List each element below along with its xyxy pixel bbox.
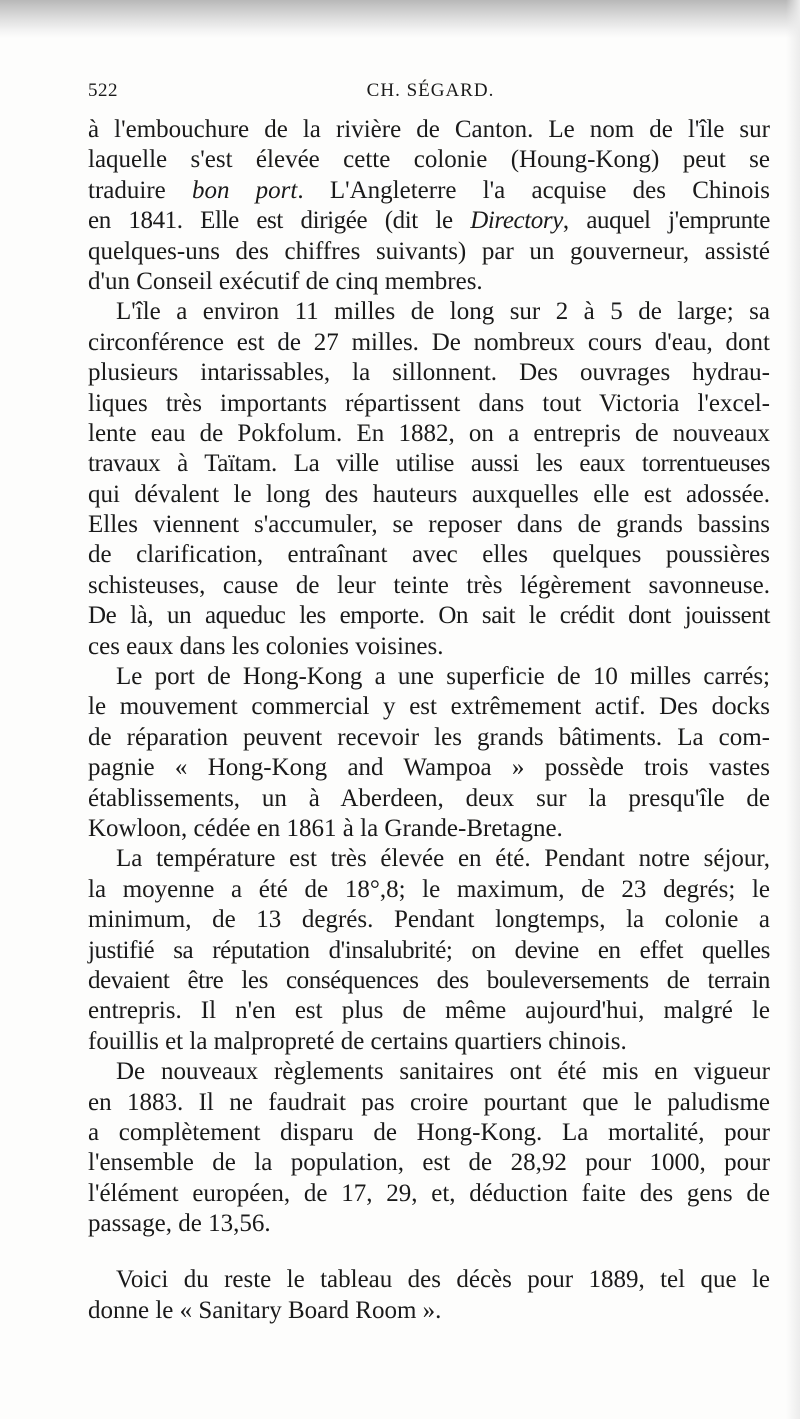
text-line: ces eaux dans les colonies voisines.: [88, 632, 444, 660]
text-line: circonférence est de 27 milles. De nombreux cours d'eau, dont: [88, 328, 770, 356]
text-line: en 1883. Il ne faudrait pas croire pourtant que le paludisme: [88, 1088, 770, 1116]
text-line: en 1841. Elle est dirigée (dit le Directory, auquel j'emprunte: [88, 207, 770, 235]
text-line: établissements, un à Aberdeen, deux sur la presqu'île de: [88, 784, 770, 812]
text-line: minimum, de 13 degrés. Pendant longtemps, la colonie a: [88, 906, 770, 934]
text-line: Elles viennent s'accumuler, se reposer dans de grands bassins: [88, 511, 770, 539]
text-line: schisteuses, cause de leur teinte très légèrement savonneuse.: [88, 571, 770, 599]
body-text: [88, 115, 770, 1326]
text-line: la moyenne a été de 18°,8; le maximum, de 23 degrés; le: [88, 875, 770, 903]
text-line: l'élément européen, de 17, 29, et, déduction faite des gens de: [88, 1179, 770, 1207]
text-line: à l'embouchure de la rivière de Canton. Le nom de l'île sur: [88, 116, 770, 143]
text-line: traduire bon port. L'Angleterre l'a acquise des Chinois: [88, 176, 770, 204]
text-line: De là, un aqueduc les emporte. On sait le crédit dont jouissent: [88, 602, 770, 630]
text-line: fouillis et la malpropreté de certains quartiers chinois.: [88, 1027, 627, 1055]
text-line: l'ensemble de la population, est de 28,92 pour 1000, pour: [88, 1149, 770, 1177]
text-line: travaux à Taïtam. La ville utilise aussi les eaux torrentueuses: [88, 450, 770, 478]
page-number: 522: [88, 80, 118, 101]
text-line: d'un Conseil exécutif de cinq membres.: [88, 267, 483, 295]
text-line: justifié sa réputation d'insalubrité; on devine en effet quelles: [88, 936, 770, 964]
text-line: a complètement disparu de Hong-Kong. La mortalité, pour: [88, 1118, 770, 1146]
text-line: De nouveaux règlements sanitaires ont été mis en vigueur: [116, 1058, 770, 1086]
scan-top-shadow: [0, 0, 800, 38]
text-line: Le port de Hong-Kong a une superficie de 10 milles carrés;: [116, 663, 770, 691]
text-line: entrepris. Il n'en est plus de même aujourd'hui, malgré le: [88, 997, 770, 1025]
text-line: Kowloon, cédée en 1861 à la Grande-Bretagne.: [88, 814, 563, 842]
text-line: Voici du reste le tableau des décès pour 1889, tel que le: [116, 1266, 770, 1294]
text-line: plusieurs intarissables, la sillonnent. Des ouvrages hydrau-: [88, 359, 770, 387]
paragraph-gap: [88, 1239, 770, 1265]
text-line: laquelle s'est élevée cette colonie (Houng-Kong) peut se: [88, 146, 770, 174]
text-line: passage, de 13,56.: [88, 1210, 271, 1238]
text-line: de réparation peuvent recevoir les grands bâtiments. La com-: [88, 723, 770, 751]
text-line: quelques-uns des chiffres suivants) par un gouverneur, assisté: [88, 237, 770, 265]
text-line: le mouvement commercial y est extrêmement actif. Des docks: [88, 693, 770, 721]
text-line: donne le « Sanitary Board Room ».: [88, 1296, 442, 1324]
running-head-title: CH. SÉGARD.: [366, 80, 495, 101]
text-line: L'île a environ 11 milles de long sur 2 à 5 de large; sa: [116, 298, 770, 326]
running-head: [88, 80, 773, 108]
text-line: devaient être les conséquences des bouleversements de terrain: [88, 966, 770, 994]
text-line: La température est très élevée en été. Pendant notre séjour,: [116, 845, 770, 873]
text-line: liques très importants répartissent dans tout Victoria l'excel-: [88, 389, 770, 417]
text-line: qui dévalent le long des hauteurs auxquelles elle est adossée.: [88, 480, 770, 508]
text-line: pagnie « Hong-Kong and Wampoa » possède trois vastes: [88, 754, 770, 782]
text-line: lente eau de Pokfolum. En 1882, on a entrepris de nouveaux: [88, 419, 770, 447]
text-line: de clarification, entraînant avec elles quelques poussières: [88, 541, 770, 569]
scan-right-edge: [786, 0, 800, 1419]
